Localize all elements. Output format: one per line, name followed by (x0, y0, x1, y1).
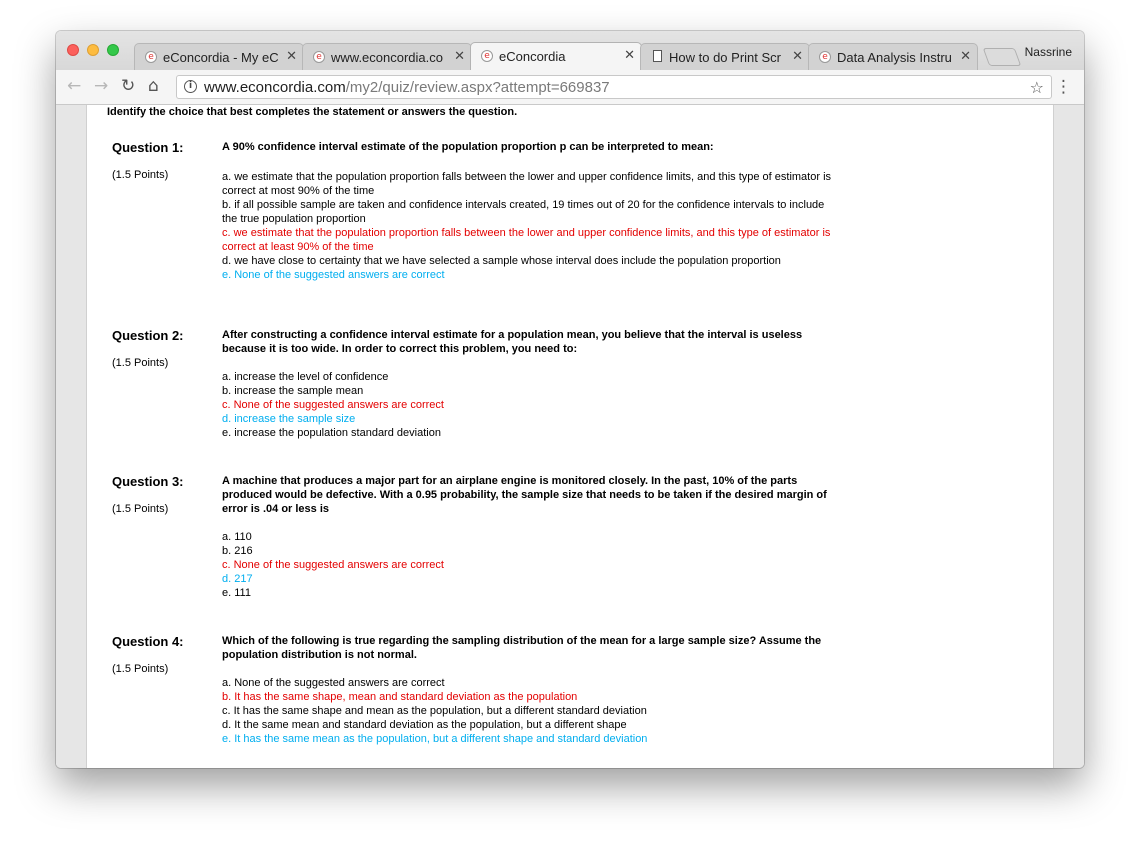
choice-a: a. None of the suggested answers are correct (222, 677, 445, 689)
new-tab-button[interactable] (983, 48, 1022, 66)
choice-b: b. It has the same shape, mean and standard deviation as the population (222, 691, 578, 703)
quiz-instruction: Identify the choice that best completes the statement or answers the question. (107, 106, 518, 118)
menu-dots-icon[interactable]: ⋮ (1055, 77, 1072, 97)
econcordia-favicon-icon: e (819, 51, 831, 63)
choice-c: c. we estimate that the population proportion falls between the lower and upper confidence limits, and this type of estimator is correct at least 90% of the time (222, 227, 831, 253)
page-viewport (56, 105, 1084, 768)
tab-title: eConcordia - My eC (163, 50, 279, 65)
choice-b: b. if all possible sample are taken and confidence intervals created, 19 times out of 20 for the confidence intervals to include the true population proportion (222, 199, 825, 225)
bookmark-star-icon[interactable]: ☆ (1029, 78, 1044, 97)
choice-d: d. It the same mean and standard deviation as the population, but a different shape (222, 719, 627, 731)
close-tab-icon[interactable]: ✕ (624, 48, 635, 63)
choice-c: c. It has the same shape and mean as the population, but a different standard deviation (222, 705, 647, 717)
choice-b: b. increase the sample mean (222, 385, 364, 397)
question-body (222, 634, 832, 746)
tab-title: eConcordia (499, 49, 566, 64)
choice-c: c. None of the suggested answers are correct (222, 559, 444, 571)
question-text: A machine that produces a major part for an airplane engine is monitored closely. In the past, 10% of the parts produced would be defective. With a 0.95 probability, the sample size that needs to be taken if the desired margin of error is .04 or less is (222, 475, 827, 515)
tab-strip (56, 31, 1084, 70)
choice-e: e. 111 (222, 587, 251, 599)
tab-title: How to do Print Scr (669, 50, 781, 65)
choice-list (222, 370, 832, 440)
address-bar[interactable] (176, 75, 1052, 99)
tab-econcordia-www[interactable] (302, 43, 472, 70)
question-text: Which of the following is true regarding the sampling distribution of the mean for a large sample size? Assume the population distribution is not normal. (222, 635, 822, 661)
browser-toolbar (56, 70, 1084, 105)
choice-e: e. increase the population standard deviation (222, 427, 441, 439)
question-points: (1.5 Points) (112, 169, 169, 181)
question-text: A 90% confidence interval estimate of the population proportion p can be interpreted to mean: (222, 141, 714, 153)
tab-data-analysis[interactable] (808, 43, 978, 70)
browser-window (56, 31, 1084, 768)
question-label: Question 3: (112, 474, 184, 489)
choice-d: d. increase the sample size (222, 413, 356, 425)
home-icon[interactable]: ⌂ (148, 76, 159, 96)
choice-list (222, 170, 832, 282)
tab-title: Data Analysis Instru (837, 50, 952, 65)
question-body (222, 328, 832, 440)
question-body (222, 474, 832, 600)
reload-icon[interactable]: ↻ (121, 76, 136, 96)
econcordia-favicon-icon: e (145, 51, 157, 63)
close-tab-icon[interactable]: ✕ (286, 49, 297, 64)
tab-econcordia-my[interactable] (134, 43, 304, 70)
quiz-page (86, 105, 1054, 768)
back-arrow-icon[interactable]: ← (67, 76, 82, 96)
choice-d: d. we have close to certainty that we have selected a sample whose interval does include the population proportion (222, 255, 781, 267)
url-text[interactable] (204, 79, 610, 96)
tab-econcordia-active[interactable] (470, 42, 642, 71)
econcordia-favicon-icon: e (313, 51, 325, 63)
choice-list (222, 530, 832, 600)
forward-arrow-icon[interactable]: → (94, 76, 109, 96)
choice-a: a. 110 (222, 531, 252, 543)
question-points: (1.5 Points) (112, 663, 169, 675)
close-tab-icon[interactable]: ✕ (792, 49, 803, 64)
minimize-window-button[interactable] (87, 44, 99, 56)
profile-name[interactable]: Nassrine (1024, 45, 1072, 59)
question-label: Question 1: (112, 140, 184, 155)
close-window-button[interactable] (67, 44, 79, 56)
choice-e: e. None of the suggested answers are correct (222, 269, 445, 281)
choice-b: b. 216 (222, 545, 253, 557)
question-label: Question 2: (112, 328, 184, 343)
choice-a: a. increase the level of confidence (222, 371, 389, 383)
choice-c: c. None of the suggested answers are correct (222, 399, 444, 411)
document-icon (653, 50, 662, 62)
tab-title: www.econcordia.co (331, 50, 443, 65)
close-tab-icon[interactable]: ✕ (454, 49, 465, 64)
question-body (222, 140, 832, 282)
url-host: www.econcordia.com (204, 79, 346, 96)
choice-e: e. It has the same mean as the population, but a different shape and standard deviation (222, 733, 648, 745)
question-points: (1.5 Points) (112, 503, 169, 515)
question-label: Question 4: (112, 634, 184, 649)
tab-print-screen[interactable] (640, 43, 810, 70)
question-text: After constructing a confidence interval estimate for a population mean, you believe that the interval is useless because it is too wide. In order to correct this problem, you need to: (222, 329, 803, 355)
choice-list (222, 676, 832, 746)
url-path: /my2/quiz/review.aspx?attempt=669837 (345, 79, 610, 96)
choice-a: a. we estimate that the population proportion falls between the lower and upper confidence limits, and this type of estimator is correct at most 90% of the time (222, 171, 832, 197)
zoom-window-button[interactable] (107, 44, 119, 56)
close-tab-icon[interactable]: ✕ (960, 49, 971, 64)
choice-d: d. 217 (222, 573, 253, 585)
econcordia-favicon-icon: e (481, 50, 493, 62)
question-points: (1.5 Points) (112, 357, 169, 369)
info-icon[interactable]: i (184, 80, 197, 93)
